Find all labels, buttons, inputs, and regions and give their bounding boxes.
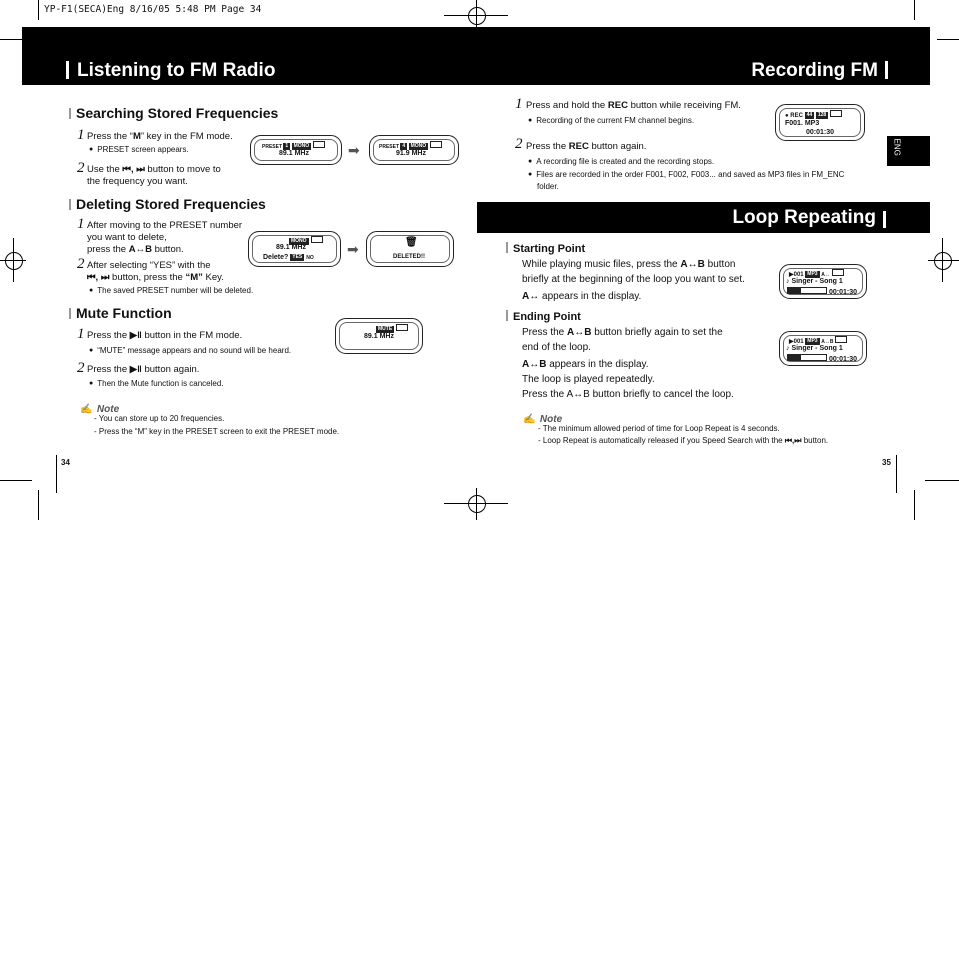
step-number: 1 — [515, 96, 523, 112]
eng-tab-label: ENG — [892, 138, 902, 156]
pencil-icon: ✍ — [523, 414, 536, 425]
note-item: - Loop Repeat is automatically released if you Speed Search with the ⏮,⏭ button. — [538, 436, 829, 445]
crop-mark — [38, 0, 39, 20]
loop-banner — [477, 202, 930, 233]
section-title-searching: Searching Stored Frequencies — [69, 105, 278, 121]
lcd-display: MONO 89.1 MHz Delete? YES NO — [248, 231, 341, 267]
body-text: A↔ appears in the display. — [522, 291, 642, 302]
step-text: Press and hold the REC button while receiving FM. — [526, 100, 741, 111]
crop-mark — [914, 490, 915, 520]
body-text: The loop is played repeatedly. — [522, 374, 655, 385]
body-text: Press the A↔B button briefly to cancel the loop. — [522, 389, 734, 400]
registration-line — [13, 238, 14, 282]
step-text: press the A↔B button. — [87, 244, 184, 255]
note-item: - The minimum allowed period of time for Loop Repeat is 4 seconds. — [538, 424, 780, 433]
note-heading: ✍ Note — [80, 404, 120, 415]
crop-mark — [0, 480, 32, 481]
step-text: After moving to the PRESET number — [87, 220, 243, 231]
pencil-icon: ✍ — [80, 404, 93, 415]
page-number-right: 35 — [882, 458, 891, 467]
section-title-ending: Ending Point — [506, 310, 581, 323]
registration-mark — [468, 495, 486, 513]
bullet-text: ● PRESET screen appears. — [89, 144, 189, 156]
step-text: the frequency you want. — [87, 176, 188, 187]
step-number: 2 — [77, 160, 85, 176]
arrow-right-icon: ➡ — [347, 241, 359, 257]
body-text: Press the A↔B button briefly again to set the — [522, 327, 723, 338]
print-header: YP-F1(SECA)Eng 8/16/05 5:48 PM Page 34 — [44, 4, 262, 15]
eng-tab — [887, 136, 930, 166]
loop-title: Loop Repeating — [732, 207, 876, 228]
registration-line — [942, 238, 943, 282]
lcd-display: ● REC 44 128 F001. MP3 00:01:30 — [775, 104, 865, 141]
note-item: - You can store up to 20 frequencies. — [94, 414, 225, 423]
page-number-left: 34 — [61, 458, 70, 467]
note-item: - Press the “M” key in the PRESET screen to exit the PRESET mode. — [94, 427, 340, 436]
body-text: briefly at the beginning of the loop you want to set. — [522, 274, 745, 285]
bullet-text: ● “MUTE” message appears and no sound will be heard. — [89, 345, 291, 357]
step-text: Press the REC button again. — [526, 141, 647, 152]
step-number: 1 — [77, 127, 85, 143]
step-number: 2 — [77, 360, 85, 376]
registration-line — [928, 260, 959, 261]
step-text: ⏮, ⏭ button, press the “M” Key. — [87, 272, 224, 283]
registration-mark — [934, 252, 952, 270]
step-text: Press the ▶‖ button again. — [87, 364, 200, 375]
bullet-text: ● Then the Mute function is canceled. — [89, 378, 224, 390]
body-text: While playing music files, press the A↔B button — [522, 259, 736, 270]
bullet-text: ● A recording file is created and the recording stops. — [528, 156, 714, 168]
step-text: Press the ▶‖ button in the FM mode. — [87, 330, 243, 341]
left-page-title: Listening to FM Radio — [77, 60, 276, 81]
lcd-display: 🗑 DELETED!! — [366, 231, 454, 267]
crop-mark — [914, 0, 915, 20]
right-page-title: Recording FM — [751, 60, 878, 81]
bullet-text: ● Recording of the current FM channel begins. — [528, 115, 694, 127]
bullet-text: ● The saved PRESET number will be deleted. — [89, 285, 253, 297]
arrow-right-icon: ➡ — [348, 142, 360, 158]
step-number: 1 — [77, 216, 85, 232]
note-heading: ✍ Note — [523, 414, 563, 425]
crop-mark — [38, 490, 39, 520]
crop-mark — [0, 39, 22, 40]
trash-icon: 🗑 — [405, 237, 418, 248]
bullet-text: ● Files are recorded in the order F001, F002, F003... and saved as MP3 files in FM_ENC — [528, 169, 844, 181]
banner-tick — [883, 211, 886, 228]
step-text: After selecting “YES” with the — [87, 260, 211, 271]
step-number: 2 — [77, 256, 85, 272]
crop-mark — [937, 39, 959, 40]
body-text: end of the loop. — [522, 342, 591, 353]
top-banner — [22, 27, 930, 85]
section-title-deleting: Deleting Stored Frequencies — [69, 196, 266, 212]
banner-tick — [885, 61, 888, 79]
lcd-display: PRESET 1 MONO 89.1 MHz — [250, 135, 342, 165]
lcd-display: ▶001 MP3 A↔ ♪ Singer - Song 1 00:01:30 — [779, 264, 867, 299]
bullet-text: folder. — [537, 182, 559, 191]
lcd-display: PRESET 4 MONO 91.9 MHz — [369, 135, 459, 165]
registration-mark — [5, 252, 23, 270]
registration-line — [476, 488, 477, 520]
step-text: Press the “M” key in the FM mode. — [87, 131, 233, 142]
section-title-mute: Mute Function — [69, 305, 172, 321]
registration-mark — [468, 7, 486, 25]
crop-mark — [896, 455, 897, 493]
step-text: Use the ⏮, ⏭ button to move to — [87, 164, 221, 175]
lcd-display: ▶001 MP3 A↔B ♪ Singer - Song 1 00:01:30 — [779, 331, 867, 366]
crop-mark — [925, 480, 959, 481]
step-number: 1 — [77, 326, 85, 342]
lcd-display: MUTE 89.1 MHz — [335, 318, 423, 354]
banner-tick — [66, 61, 69, 79]
step-number: 2 — [515, 136, 523, 152]
crop-mark — [56, 455, 57, 493]
body-text: A↔B appears in the display. — [522, 359, 649, 370]
section-title-starting: Starting Point — [506, 242, 585, 255]
step-text: you want to delete, — [87, 232, 167, 243]
